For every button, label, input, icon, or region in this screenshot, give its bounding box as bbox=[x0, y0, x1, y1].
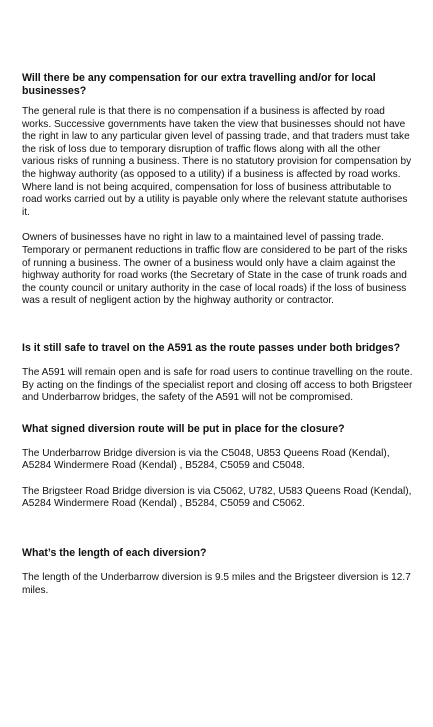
answer-underbarrow-diversion: The Underbarrow Bridge diversion is via the C5048, U853 Queens Road (Kendal), A5284 Windermere Road (Kendal) , B5284, C5059 and C5048. bbox=[22, 447, 390, 472]
question-diversion-length: What’s the length of each diversion? bbox=[22, 547, 207, 560]
answer-a591-safety: The A591 will remain open and is safe for road users to continue travelling on the route. By acting on the findings of the specialist report and closing off access to both Brigsteer and Underbarrow bridges, the safety of the A591 will not be compromised. bbox=[22, 366, 413, 404]
document-page bbox=[22, 72, 414, 597]
answer-diversion-length: The length of the Underbarrow diversion is 9.5 miles and the Brigsteer diversion is 12.7 miles. bbox=[22, 572, 411, 596]
answer-compensation-paragraph-1: The general rule is that there is no compensation if a business is affected by road works. Successive governments have taken the view that businesses should not have the right in law to any particular given level of passing trade, and that traders must take the risk of loss due to temporary disruption of traffic flows along with all the other various risks of running a business. There is no statutory provision for compensation by the highway authority (as opposed to a utility) if a business is affected by road works. Where land is not being acquired, compensation for loss of business attributable to road works carried out by a utility is payable only where the relevant statute authorises it. bbox=[22, 106, 412, 218]
answer-compensation-paragraph-2: Owners of businesses have no right in law to a maintained level of passing trade. Temporary or permanent reductions in traffic flow are considered to be part of the risks of running a business. The owner of a business would only have a claim against the highway authority for road works (the Secretary of State in the case of trunk roads and the county council or unitary authority in the case of local roads) if the loss of business was a result of negligent action by the highway authority or contractor. bbox=[22, 232, 408, 307]
question-a591-safety: Is it still safe to travel on the A591 as the route passes under both bridges? bbox=[22, 341, 401, 354]
question-diversion-route: What signed diversion route will be put in place for the closure? bbox=[22, 422, 345, 435]
answer-brigsteer-diversion: The Brigsteer Road Bridge diversion is via C5062, U782, U583 Queens Road (Kendal), A5284 Windermere Road (Kendal) , B5284, C5059 and C5062. bbox=[22, 485, 412, 510]
question-compensation: Will there be any compensation for our extra travelling and/or for local businesses? bbox=[22, 72, 376, 97]
